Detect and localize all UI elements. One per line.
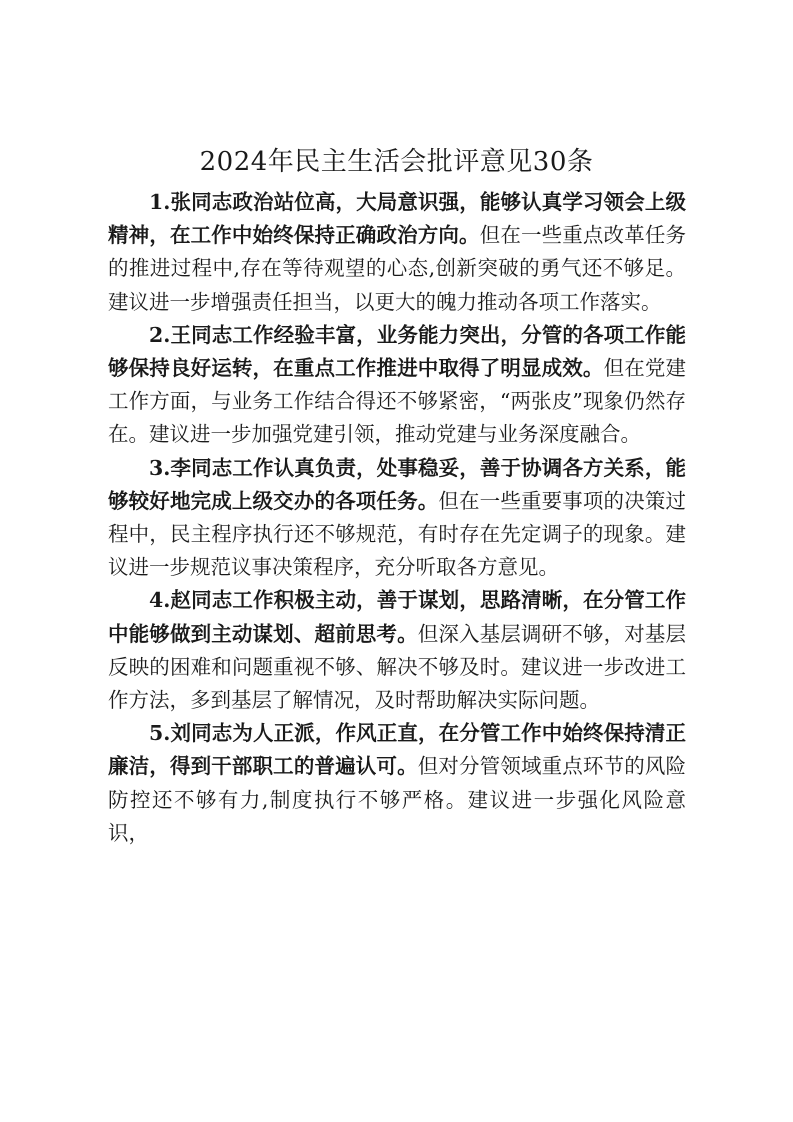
paragraph-lead: 5.刘同志为人正派，作风正直，在分管工作中始终保持清正廉洁，得到干部职工的普遍认可。 [108,721,686,779]
opinion-paragraph-1 [108,186,686,319]
paragraph-text: 但在一些重要事项的决策过程中，民主程序执行还不够规范，有时存在先定调子的现象。建议进一步规范议事决策程序，充分听取各方意见。 [108,488,687,580]
opinion-paragraph-5 [108,717,686,850]
document-title: 2024年民主生活会批评意见30条 [199,147,594,177]
paragraph-lead: 4.赵同志工作积极主动，善于谋划，思路清晰，在分管工作中能够做到主动谋划、超前思考。 [108,588,686,646]
opinion-paragraph-4 [108,584,686,717]
paragraph-text: 但在一些重点改革任务的推进过程中,存在等待观望的心态,创新突破的勇气还不够足。建议进一步增强责任担当，以更大的魄力推动各项工作落实。 [108,223,687,314]
paragraph-lead: 1.张同志政治站位高，大局意识强，能够认真学习领会上级精神，在工作中始终保持正确政治方向。 [108,190,686,248]
paragraph-lead: 3.李同志工作认真负责，处事稳妥，善于协调各方关系，能够较好地完成上级交办的各项任务。 [108,455,686,513]
paragraph-lead: 2.王同志工作经验丰富，业务能力突出，分管的各项工作能够保持良好运转，在重点工作推进中取得了明显成效。 [108,322,686,381]
opinion-paragraph-3 [108,452,686,585]
paragraph-text: 但在党建工作方面，与业务工作结合得还不够紧密，“两张皮”现象仍然存在。建议进一步加强党建引领，推动党建与业务深度融合。 [108,356,687,447]
document-body [108,186,686,850]
opinion-paragraph-2 [108,319,686,452]
paragraph-text: 但对分管领域重点环节的风险防控还不够有力,制度执行不够严格。建议进一步强化风险意识， [108,754,687,845]
paragraph-text: 但深入基层调研不够，对基层反映的困难和问题重视不够、解决不够及时。建议进一步改进工作方法，多到基层了解情况，及时帮助解决实际问题。 [108,621,687,713]
